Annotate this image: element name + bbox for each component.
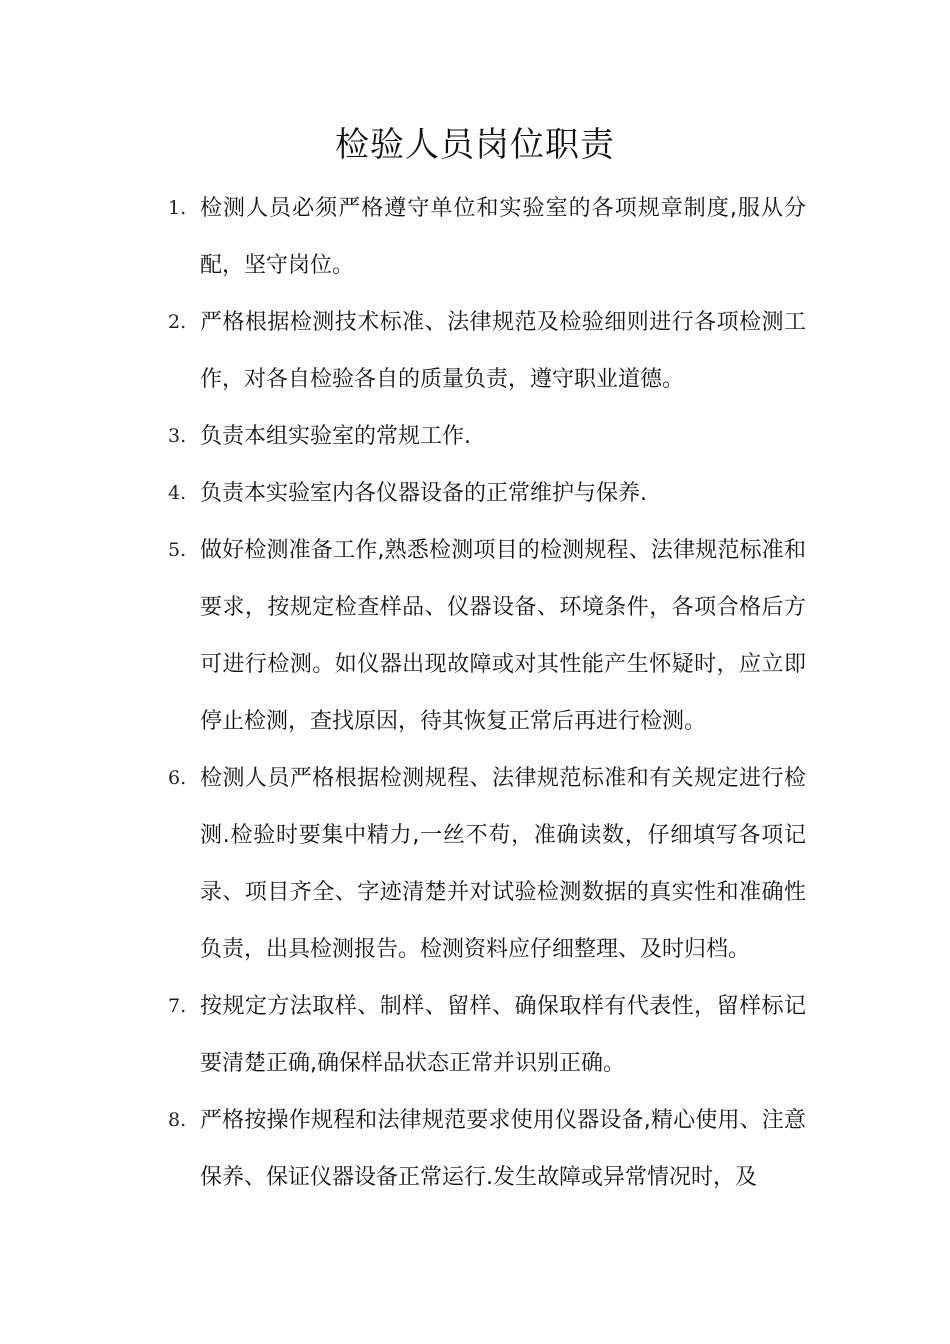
item-text: 严格根据检测技术标准、法律规范及检验细则进行各项检测工作，对各自检验各自的质量负责，遵守职业道德。 — [200, 310, 806, 392]
list-item — [168, 408, 808, 465]
item-number: 4. — [168, 482, 187, 504]
item-text: 做好检测准备工作,熟悉检测项目的检测规程、法律规范标准和要求，按规定检查样品、仪器设备、环境条件，各项合格后方可进行检测。如仪器出现故障或对其性能产生怀疑时，应立即停止检测，查找原因，待其恢复正常后再进行检测。 — [200, 538, 806, 734]
item-text: 检测人员必须严格遵守单位和实验室的各项规章制度,服从分配，坚守岗位。 — [200, 196, 806, 278]
item-number: 2. — [168, 311, 187, 333]
item-number: 1. — [168, 197, 187, 219]
list-item — [168, 465, 808, 522]
list-item — [168, 978, 808, 1092]
duty-list — [0, 180, 950, 1206]
item-number: 8. — [168, 1109, 187, 1131]
list-item — [168, 522, 808, 750]
item-text: 负责本实验室内各仪器设备的正常维护与保养. — [200, 481, 647, 506]
item-text: 检测人员严格根据检测规程、法律规范标准和有关规定进行检测.检验时要集中精力,一丝不苟，准确读数，仔细填写各项记录、项目齐全、字迹清楚并对试验检测数据的真实性和准确性负责，出具检测报告。检测资料应仔细整理、及时归档。 — [200, 766, 806, 962]
item-number: 5. — [168, 539, 187, 561]
item-number: 7. — [168, 995, 187, 1017]
page-title: 检验人员岗位职责 — [335, 125, 615, 165]
list-item — [168, 1092, 808, 1206]
item-number: 3. — [168, 425, 187, 447]
list-item — [168, 294, 808, 408]
item-text: 严格按操作规程和法律规范要求使用仪器设备,精心使用、注意保养、保证仪器设备正常运行.发生故障或异常情况时，及 — [200, 1108, 806, 1190]
item-text: 负责本组实验室的常规工作. — [200, 424, 471, 449]
list-item — [168, 750, 808, 978]
item-text: 按规定方法取样、制样、留样、确保取样有代表性，留样标记要清楚正确,确保样品状态正常并识别正确。 — [200, 994, 806, 1076]
item-number: 6. — [168, 767, 187, 789]
list-item — [168, 180, 808, 294]
